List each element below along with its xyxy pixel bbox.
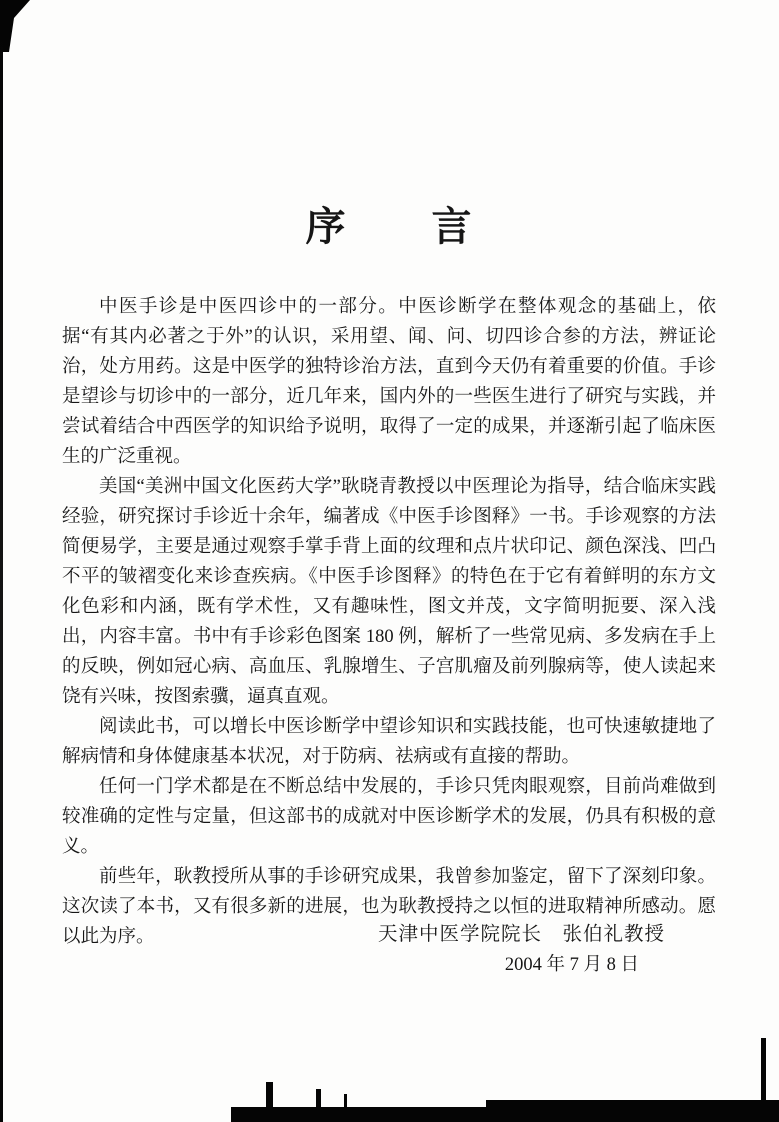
- paragraph: 任何一门学术都是在不断总结中发展的，手诊只凭肉眼观察，目前尚难做到较准确的定性与定量，但这部书的成就对中医诊断学术的发展，仍具有积极的意义。: [62, 777, 716, 857]
- paragraph: 美国“美洲中国文化医药大学”耿晓青教授以中医理论为指导，结合临床实践经验，研究探讨手诊近十余年，编著成《中医手诊图释》一书。手诊观察的方法简便易学，主要是通过观察手掌手背上面的纹理和点片状印记、颜色深浅、凹凸不平的皱褶变化来诊查疾病。《中医手诊图释》的特色在于它有着鲜明的东方文化色彩和内涵，既有学术性，又有趣味性，图文并茂，文字简明扼要、深入浅出，内容丰富。书中有手诊彩色图案 180 例，解析了一些常见病、多发病在手上的反映，例如冠心病、高血压、乳腺增生、子宫肌瘤及前列腺病等，使人读起来饶有兴味，按图索骥，逼真直观。: [62, 477, 716, 707]
- page-title: 序 言: [305, 203, 474, 249]
- date-line: 2004 年 7 月 8 日: [504, 955, 639, 975]
- paragraph: 中医手诊是中医四诊中的一部分。中医诊断学在整体观念的基础上，依据“有其内必著之于外”的认识，采用望、闻、问、切四诊合参的方法，辨证论治，处方用药。这是中医学的独特诊治方法，直到今天仍有着重要的价值。手诊是望诊与切诊中的一部分，近几年来，国内外的一些医生进行了研究与实践，并尝试着结合中西医学的知识给予说明，取得了一定的成果，并逐渐引起了临床医生的广泛重视。: [62, 297, 716, 467]
- scan-artifact-binding-mark: [316, 1089, 321, 1110]
- paragraph: 阅读此书，可以增长中医诊断学中望诊知识和实践技能，也可快速敏捷地了解病情和身体健康基本状况，对于防病、祛病或有直接的帮助。: [62, 717, 716, 767]
- preface-body: [62, 292, 716, 952]
- signature-line: 天津中医学院院长 张伯礼教授: [377, 924, 665, 945]
- scan-artifact-left-edge: [0, 30, 3, 1122]
- scan-artifact-binding-mark: [266, 1082, 273, 1110]
- scan-artifact-bottom-bar-thick: [486, 1100, 779, 1122]
- scan-artifact-binding-mark: [344, 1094, 347, 1110]
- scan-artifact-top-left-corner: [0, 0, 30, 52]
- paragraph: 前些年，耿教授所从事的手诊研究成果，我曾参加鉴定，留下了深刻印象。这次读了本书，又有很多新的进展，也为耿教授持之以恒的进取精神所感动。愿以此为序。: [62, 867, 716, 947]
